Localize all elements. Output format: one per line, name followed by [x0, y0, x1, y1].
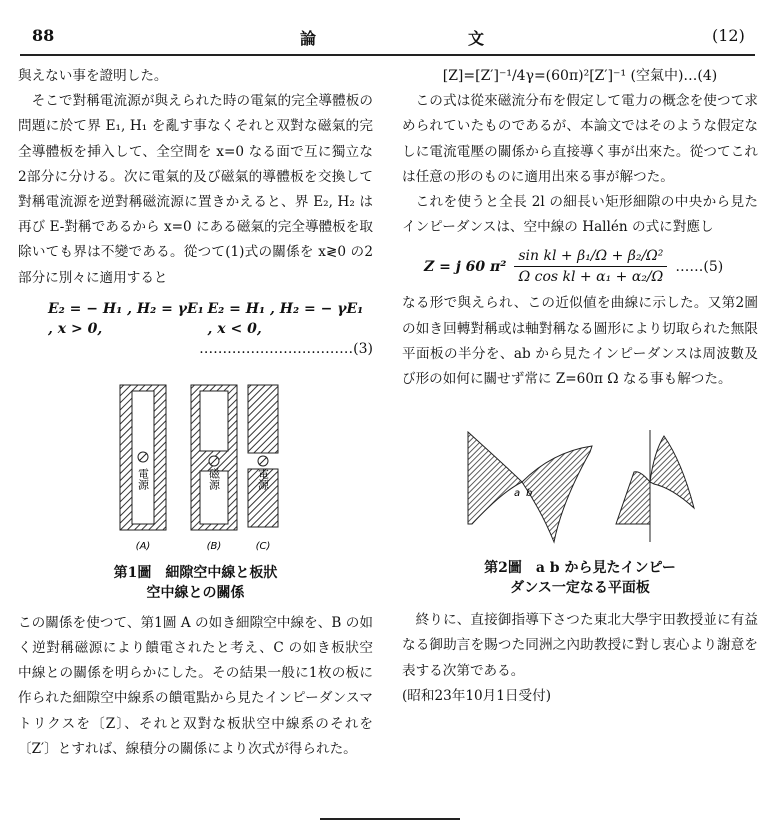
footer-rule	[320, 818, 460, 820]
figure-1-antennas	[18, 377, 373, 557]
figure-2-rotational-plate	[468, 432, 592, 542]
running-title-left: 論	[300, 29, 317, 48]
left-paragraph-2: そこで對稱電流源が與えられた時の電氣的完全導體板の問題に於て界 E₁, H₁ を亂す事なくそれと双對な磁氣的完全導體板を挿入して、全空間を x=0 なる面で互に獨立な2部分に分ける。次に電氣的及び磁氣的導體板を交換して對稱電流源を逆對稱磁流源に置きかえると、界 E₂, H₂ は再び E-對稱であるから x=0 にある磁氣的完全導體板を取除いても界は不變である。從つて(1)式の關係を x≷0 の2部分に別々に適用すると	[18, 93, 373, 286]
right-paragraph-3: なる形で與えられ、この近似値を曲線に示した。又第2圖の如き回轉對稱或は軸對稱なる圖形により切取られた無限平面板の半分を、ab から見たインピーダンスは周波數及び形の如何に關せず常に Z=60π Ω なる事も解つた。	[402, 295, 758, 388]
figure-1-slot-antenna-a	[120, 385, 166, 530]
page-number: 88	[32, 26, 55, 45]
right-paragraph-4: 終りに、直接御指導下さつた東北大學宇田教授並に有益なる御助言を賜つた同洲之內助教授に對し衷心より謝意を表する次第である。	[402, 612, 758, 679]
figure-2-plates	[402, 412, 758, 552]
equation-5-denominator: Ω cos kl + α₁ + α₂/Ω	[518, 269, 664, 286]
equation-5-lhs: Z = j 60 π²	[424, 258, 507, 275]
figure-1-sub-c: (C)	[255, 540, 271, 552]
received-date: (昭和23年10月1日受付)	[402, 687, 552, 704]
figure-1-plate-antenna-c	[248, 385, 278, 527]
left-paragraph-3: この關係を使つて、第1圖 A の如き細隙空中線を、B の如く逆對稱磁源により饋電されたと考え、C の如き板狀空中線との關係を明らかにした。その結果一般に1枚の板に作られた細隙空中線系の饋電點から見たインピーダンスマトリクスを〔Z〕、それと双對な板狀空中線系のそれを〔Z′〕とすれば、線積分の關係により次式が得られた。	[18, 614, 373, 757]
figure-2-caption-line-2: ダンス一定なる平面板	[510, 580, 650, 597]
figure-2-caption-line-1: 第2圖 a b から見たインピー	[484, 560, 676, 577]
figure-1-caption	[18, 563, 373, 603]
figure-1-label-b: 磁源	[207, 467, 221, 490]
figure-2-caption	[402, 558, 758, 598]
figure-1-caption-line-1: 第1圖 細隙空中線と板狀	[113, 564, 278, 581]
equation-5	[402, 246, 758, 287]
right-paragraph-1: この式は從來磁流分布を假定して電力の概念を使つて求められていたものであるが、本論文ではそのような假定なしに電流電壓の關係から直接導く事が出來た。從つてこれは任意の形のものに適用出來る事が解つた。	[402, 93, 758, 185]
header-rule	[20, 54, 755, 56]
equation-3-number: ……………………………(3)	[199, 340, 373, 357]
figure-1-sub-b: (B)	[206, 540, 222, 552]
right-column	[402, 64, 758, 709]
issue-number: (12)	[712, 26, 745, 45]
figure-2-point-b: b	[526, 488, 533, 500]
right-paragraph-2: これを使うと全長 2l の細長い矩形細隙の中央から見たインピーダンスは、空中線の Hallén の式に對應し	[402, 194, 758, 236]
equation-3-left: E₂ = − H₁ , H₂ = γE₁ , x > 0,	[48, 300, 204, 337]
figure-1-caption-line-2: 空中線との關係	[146, 584, 245, 601]
page-header	[0, 26, 775, 56]
equation-5-number: ……(5)	[675, 258, 724, 275]
figure-1-sub-a: (A)	[135, 540, 151, 552]
figure-2-point-a: a	[514, 488, 521, 500]
running-title-right: 文	[468, 29, 485, 48]
figure-1-label-a: 電源	[136, 467, 150, 490]
left-column	[18, 64, 373, 762]
left-paragraph-1: 與えない事を證明した。	[18, 68, 168, 84]
figure-1-label-c: 電源	[256, 467, 270, 490]
equation-5-numerator: sin kl + β₁/Ω + β₂/Ω²	[514, 246, 667, 267]
figure-2-axial-plate	[616, 430, 694, 542]
equation-4: [Z]=[Z′]⁻¹/4γ=(60π)²[Z′]⁻¹ (空氣中)…(4)	[442, 68, 718, 84]
equation-3-right: E₂ = H₁ , H₂ = − γE₁ , x < 0,	[207, 300, 364, 337]
equation-5-fraction	[514, 246, 667, 287]
equation-3	[18, 299, 373, 359]
figure-1-slot-antenna-b	[191, 385, 237, 530]
